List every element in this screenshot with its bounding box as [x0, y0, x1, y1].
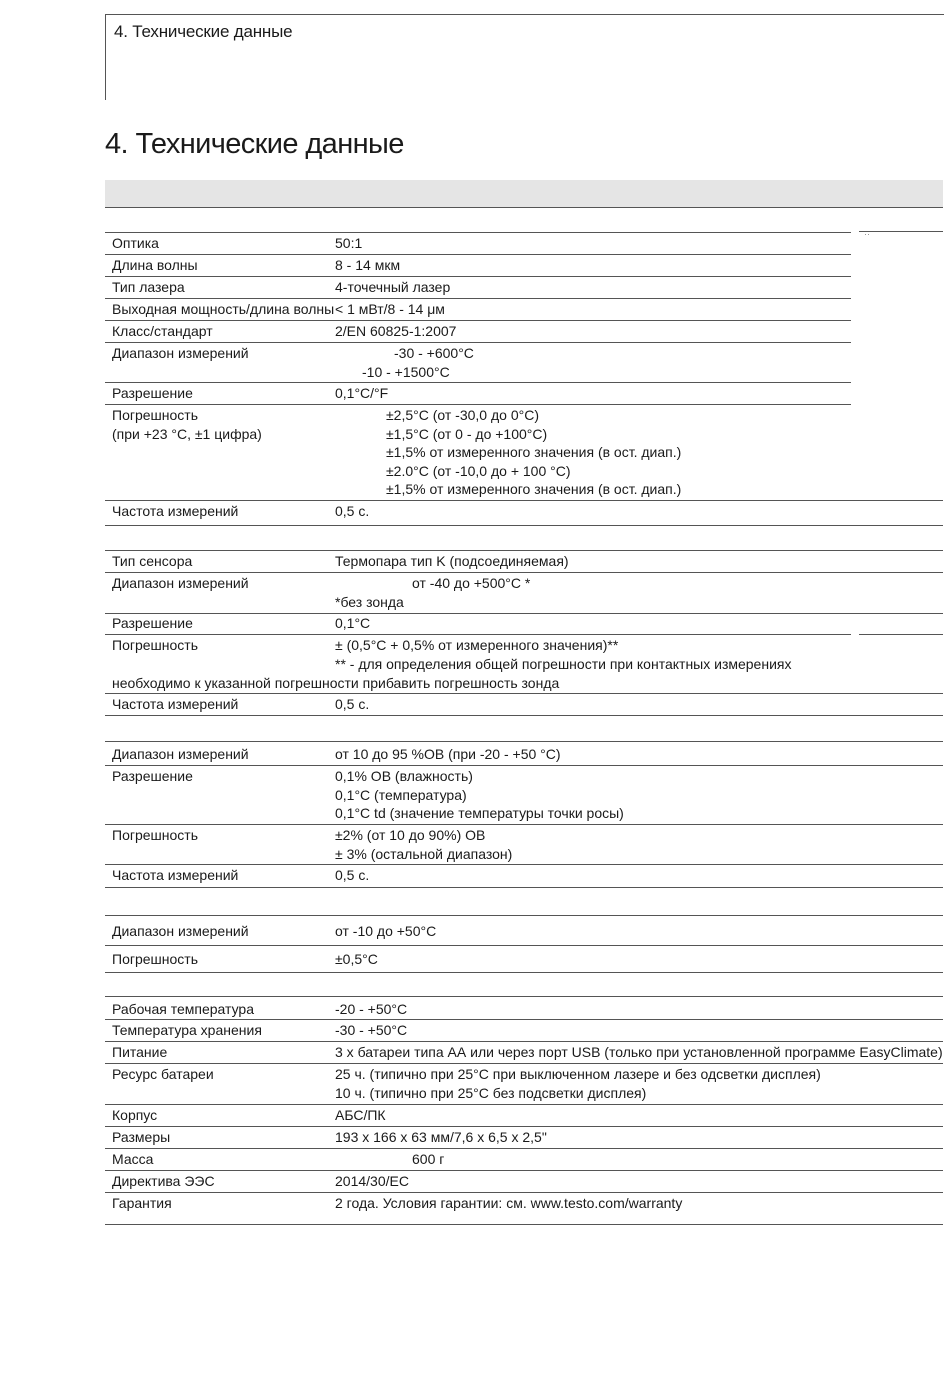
spec-value: Термопара тип K (подсоединяемая)	[335, 553, 569, 569]
spec-value: 0,1°C td (значение температуры точки росы)	[335, 805, 624, 821]
spec-value: 0,1% ОВ (влажность)	[335, 768, 473, 784]
spec-value: от -40 до +500°C *	[412, 575, 531, 591]
spec-label: Разрешение	[112, 615, 193, 631]
spec-label: Длина волны	[112, 257, 198, 273]
table-rule	[105, 972, 943, 973]
spec-value: 4-точечный лазер	[335, 279, 451, 295]
spec-label: Корпус	[112, 1107, 158, 1123]
spec-label: Гарантия	[112, 1195, 172, 1211]
table-rule	[105, 550, 943, 551]
spec-note: необходимо к указанной погрешности прибавить погрешность зонда	[112, 675, 560, 691]
spec-value: 50:1	[335, 235, 363, 251]
spec-value: ±2.0°C (от -10,0 до + 100 °C)	[386, 462, 571, 479]
table-rule	[105, 864, 943, 865]
spec-value: ± 3% (остальной диапазон)	[335, 845, 513, 862]
spec-value: от 10 до 95 %ОВ (при -20 - +50 °C)	[335, 746, 561, 762]
table-rule	[105, 525, 943, 526]
spec-label: Ресурс батареи	[112, 1066, 214, 1082]
table-rule	[105, 945, 943, 946]
table-rule	[105, 276, 851, 277]
spec-value: 0,5 с.	[335, 867, 370, 883]
table-rule	[105, 1019, 943, 1020]
spec-label: Частота измерений	[112, 696, 239, 712]
table-rule	[105, 320, 851, 321]
spec-value: ±1,5% от измеренного значения (в ост. диап.)	[386, 481, 682, 497]
table-rule	[105, 404, 851, 405]
spec-value: ±1,5% от измеренного значения (в ост. диап.)	[386, 444, 682, 460]
spec-value: ** - для определения общей погрешности при контактных измерениях	[335, 655, 792, 672]
spec-value: ± (0,5°C + 0,5% от измеренного значения)**	[335, 637, 619, 653]
table-rule	[105, 715, 943, 716]
spec-value: 0,5 с.	[335, 696, 370, 712]
spec-label: Размеры	[112, 1129, 171, 1145]
table-rule	[105, 382, 851, 383]
table-rule	[105, 1126, 943, 1127]
table-rule	[105, 634, 851, 635]
spec-value: 2/EN 60825-1:2007	[335, 323, 457, 339]
spec-value: ±0,5°C	[335, 951, 378, 967]
table-rule	[105, 572, 943, 573]
table-rule	[105, 693, 943, 694]
table-rule	[105, 1104, 943, 1105]
spec-value: ±2,5°C (от -30,0 до 0°C)	[386, 407, 539, 423]
spec-label: Масса	[112, 1151, 154, 1167]
spec-value: < 1 мВт/8 - 14 μм	[335, 301, 445, 317]
spec-label: Рабочая температура	[112, 1001, 254, 1017]
spec-value: 8 - 14 мкм	[335, 257, 401, 273]
spec-label: Частота измерений	[112, 867, 239, 883]
spec-label: Погрешность	[112, 637, 198, 653]
spec-label: Температура хранения	[112, 1022, 262, 1038]
table-rule	[105, 887, 943, 888]
table-rule	[105, 254, 851, 255]
table-rule	[105, 824, 943, 825]
table-rule	[105, 1170, 943, 1171]
table-rule	[105, 1041, 943, 1042]
spec-value: АБС/ПК	[335, 1107, 386, 1123]
spec-label: Выходная мощность/длина волны	[112, 301, 335, 317]
table-rule	[105, 1148, 943, 1149]
spec-label: Оптика	[112, 235, 159, 251]
table-rule	[859, 634, 943, 635]
spec-label: Диапазон измерений	[112, 575, 249, 591]
spec-label: Диапазон измерений	[112, 345, 249, 361]
spec-label: Питание	[112, 1044, 168, 1060]
table-rule	[105, 342, 851, 343]
spec-label: Класс/стандарт	[112, 323, 213, 339]
running-header-title: 4. Технические данные	[114, 22, 293, 41]
spec-value: 0,1°C	[335, 615, 371, 631]
spec-value: -10 - +1500°C	[362, 363, 450, 380]
spec-value: -20 - +50°C	[335, 1001, 408, 1017]
spec-label: Тип лазера	[112, 279, 185, 295]
spec-value: от -10 до +50°C	[335, 923, 437, 939]
spec-label-note: (при +23 °C, ±1 цифра)	[112, 426, 262, 442]
table-rule	[105, 741, 943, 742]
spec-value: 0,1°C/°F	[335, 385, 389, 401]
spec-label: Тип сенсора	[112, 553, 193, 569]
table-rule	[859, 231, 943, 232]
spec-label: Погрешность	[112, 951, 198, 967]
spec-label: Частота измерений	[112, 503, 239, 519]
spec-value: 2 года. Условия гарантии: см. www.testo.com/warranty	[335, 1195, 683, 1211]
spec-value: ±2% (от 10 до 90%) ОВ	[335, 827, 486, 843]
spec-value: 2014/30/EC	[335, 1173, 409, 1189]
spec-value: ±1,5°C (от 0 - до +100°C)	[386, 425, 548, 442]
spec-value: -30 - +50°C	[335, 1022, 408, 1038]
page-title: 4. Технические данные	[105, 128, 404, 160]
section-banner	[105, 180, 943, 208]
running-header	[105, 14, 944, 100]
table-rule	[105, 232, 851, 233]
table-rule	[105, 765, 943, 766]
margin-mark: ··	[864, 229, 870, 239]
spec-value: 193 x 166 x 63 мм/7,6 x 6,5 x 2,5"	[335, 1129, 547, 1145]
table-rule	[105, 613, 943, 614]
spec-label: Погрешность	[112, 827, 198, 843]
spec-value: 10 ч. (типично при 25°C без подсветки дисплея)	[335, 1084, 647, 1101]
spec-value: 0,5 с.	[335, 503, 370, 519]
spec-label: Диапазон измерений	[112, 746, 249, 762]
spec-label: Разрешение	[112, 385, 193, 401]
spec-label: Директива ЭЭС	[112, 1173, 215, 1189]
spec-value: 25 ч. (типично при 25°C при выключенном лазере и без одсветки дисплея)	[335, 1066, 821, 1082]
table-rule	[105, 1063, 943, 1064]
table-rule	[105, 915, 943, 916]
spec-value: 600 г	[412, 1151, 445, 1167]
table-rule	[105, 298, 851, 299]
spec-value: *без зонда	[335, 593, 404, 610]
spec-label: Разрешение	[112, 768, 193, 784]
spec-label: Диапазон измерений	[112, 923, 249, 939]
table-rule	[105, 1192, 943, 1193]
table-rule	[105, 1224, 943, 1225]
table-rule	[105, 996, 943, 997]
spec-value: 3 x батареи типа АА или через порт USB (только при установленной программе EasyClimate)	[335, 1044, 943, 1060]
spec-value: 0,1°C (температура)	[335, 786, 467, 803]
table-rule	[105, 500, 943, 501]
spec-value: -30 - +600°C	[394, 345, 474, 361]
spec-label: Погрешность	[112, 407, 198, 423]
